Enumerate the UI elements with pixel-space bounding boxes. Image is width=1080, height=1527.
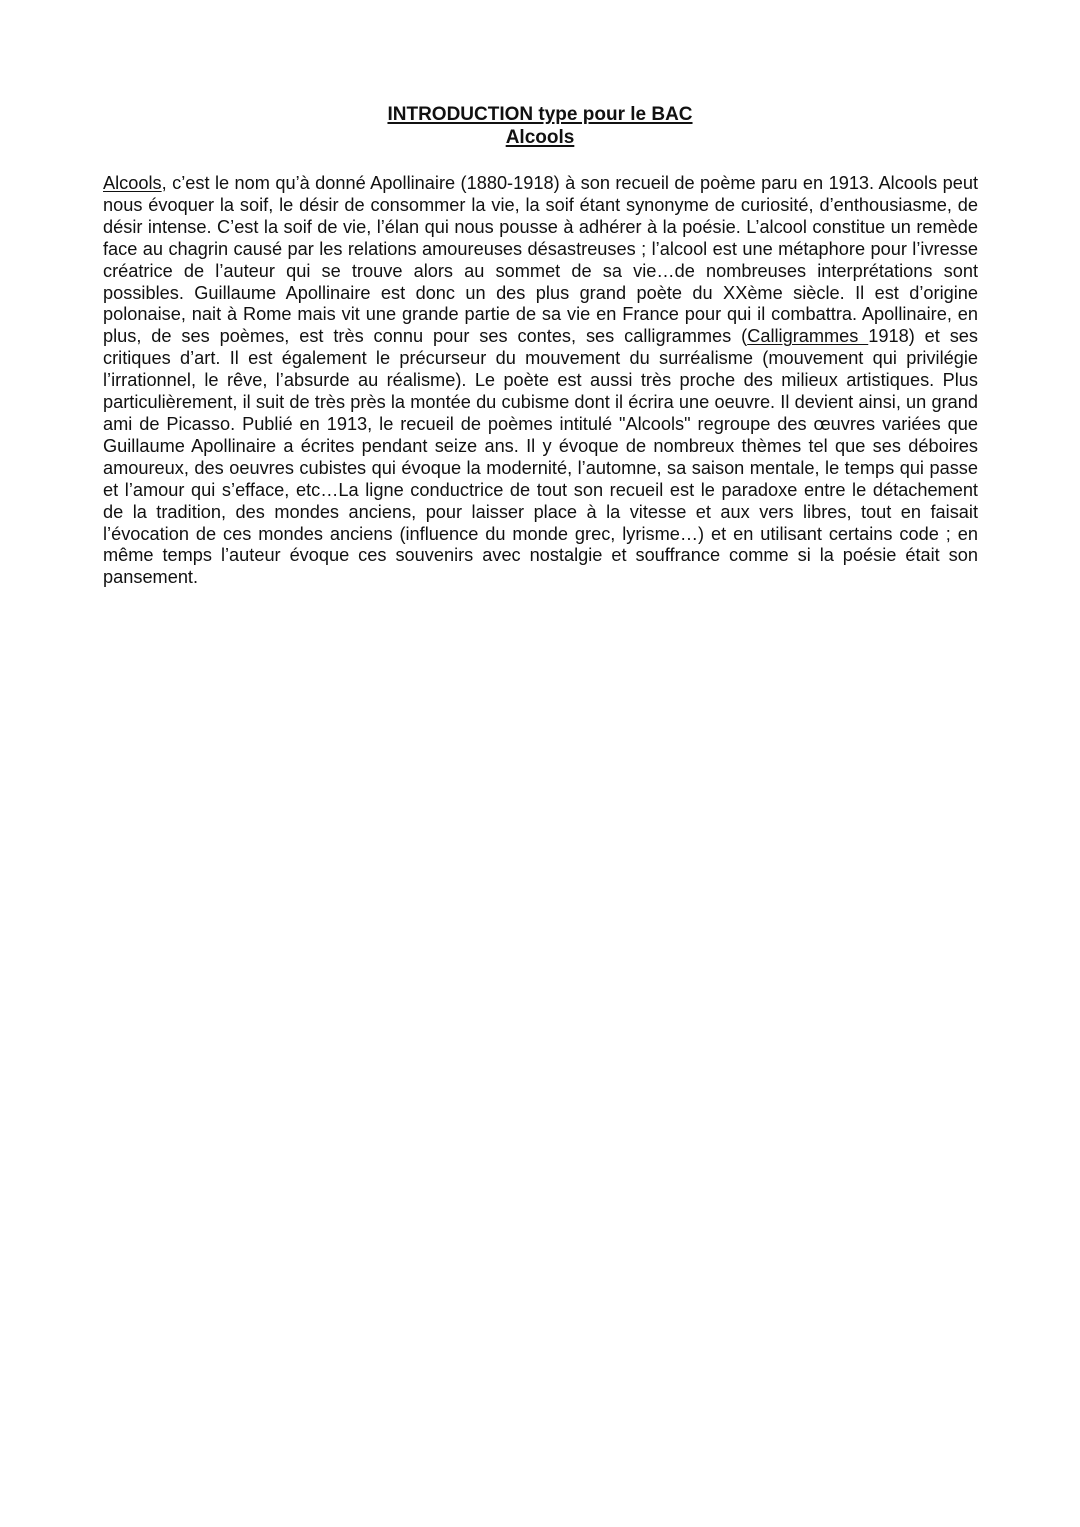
work-title-alcools: Alcools xyxy=(103,173,162,193)
paragraph-text-part-1: , c’est le nom qu’à donné Apollinaire (1880-1918) à son recueil de poème paru en 1913. Alcools peut nous évoquer la soif, le désir de consommer la vie, la soif étant synonyme de curiosité, d’enthousiasme, de désir intense. C’est la soif de vie, l’élan qui nous pousse à adhérer à la poésie. L’alcool constitue un remède face au chagrin causé par les relations amoureuses désastreuses ; l’alcool est une métaphore pour l’ivresse créatrice de l’auteur qui se trouve alors au sommet de sa vie…de nombreuses interprétations sont possibles. Guillaume Apollinaire est donc un des plus grand poète du XXème siècle. Il est d’origine polonaise, nait à Rome mais vit une grande partie de sa vie en France pour qui il combattra. Apollinaire, en plus, de ses poèmes, est très connu pour ses contes, ses calligrammes ( xyxy=(103,173,978,347)
work-title-calligrammes: Calligrammes xyxy=(747,326,869,347)
introduction-paragraph xyxy=(103,173,978,589)
document-header xyxy=(0,103,1080,149)
document-subtitle: Alcools xyxy=(505,127,575,148)
paragraph-text-part-2: 1918) et ses critiques d’art. Il est également le précurseur du mouvement du surréalisme (mouvement qui privilégie l’irrationnel, le rêve, l’absurde au réalisme). Le poète est aussi très proche des milieux artistiques. Plus particulièrement, il suit de très près la montée du cubisme dont il écrira une oeuvre. Il devient ainsi, un grand ami de Picasso. Publié en 1913, le recueil de poèmes intitulé "Alcools" regroupe des œuvres variées que Guillaume Apollinaire a écrites pendant seize ans. Il y évoque de nombreux thèmes tel que ses déboires amoureux, des oeuvres cubistes qui évoque la modernité, l’automne, sa saison mentale, le temps qui passe et l’amour qui s’efface, etc…La ligne conductrice de tout son recueil est le paradoxe entre le détachement de la tradition, des mondes anciens, pour laisser place à la vitesse et aux vers libres, tout en faisait l’évocation de ces mondes anciens (influence du monde grec, lyrisme…) et en utilisant certains code ; en même temps l’auteur évoque ces souvenirs avec nostalgie et souffrance comme si la poésie était son pansement. xyxy=(103,326,978,588)
document-title: INTRODUCTION type pour le BAC xyxy=(387,104,693,125)
